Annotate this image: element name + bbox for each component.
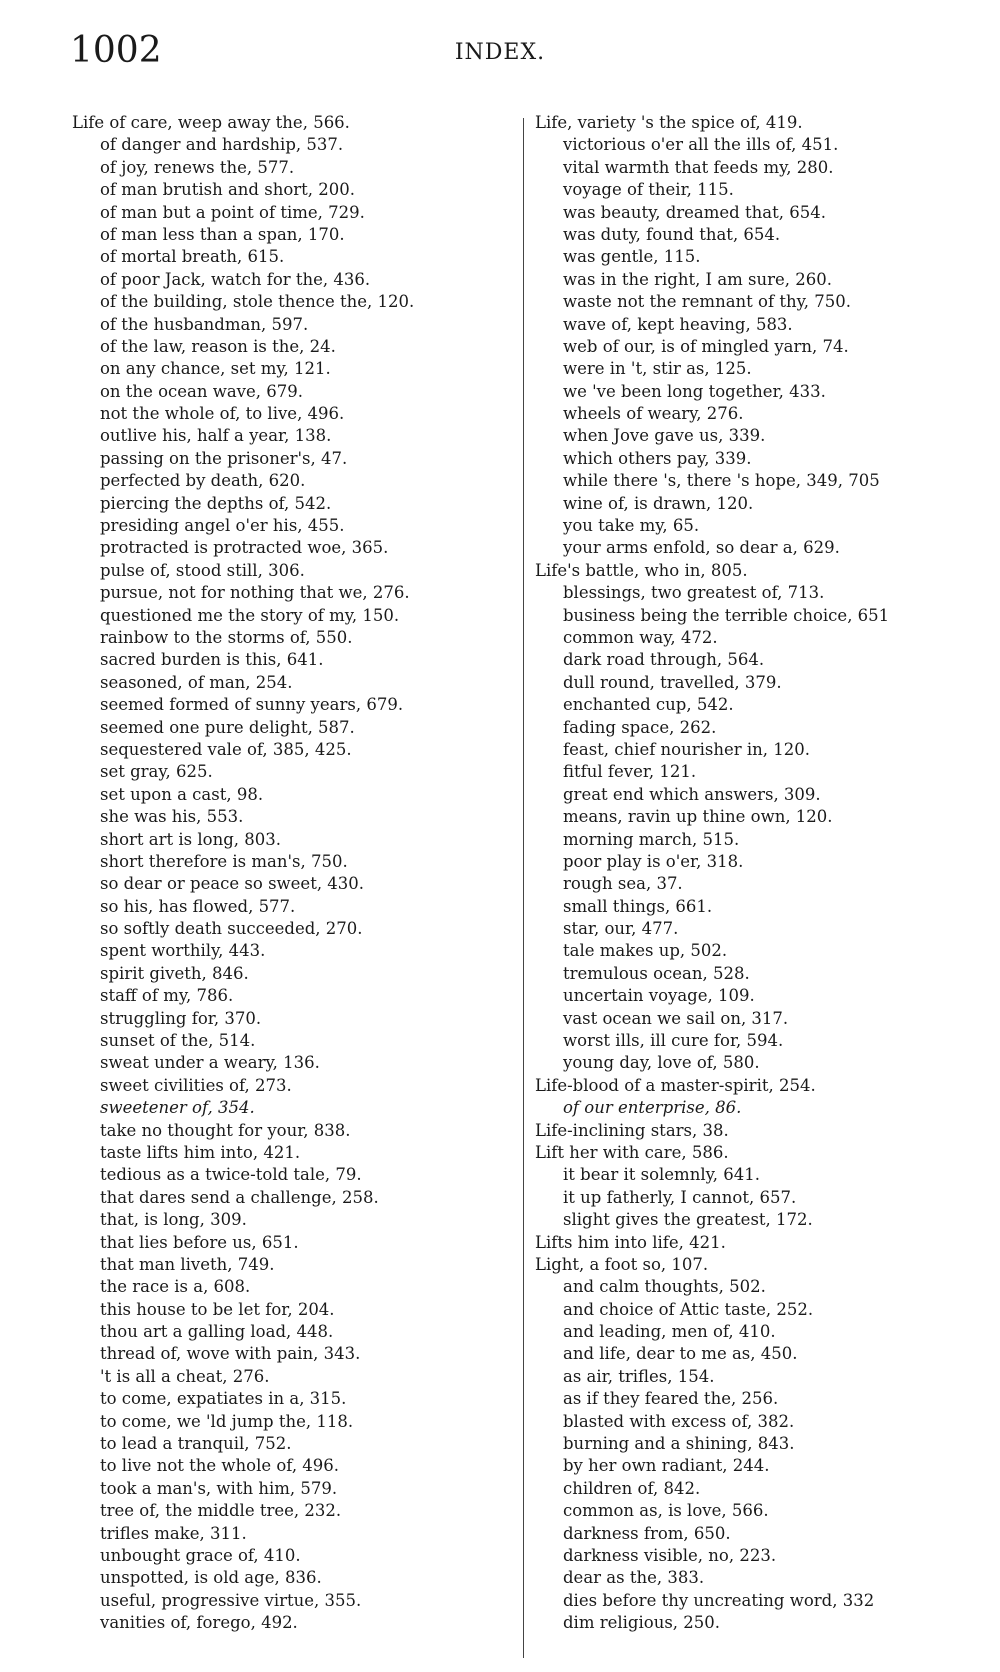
index-subentry: fading space, 262. [563,717,717,737]
index-subentry: was duty, found that, 654. [563,224,781,244]
index-subentry: poor play is o'er, 318. [563,851,744,871]
index-subentry: that dares send a challenge, 258. [100,1187,379,1207]
index-subentry: darkness from, 650. [563,1523,731,1543]
index-subentry: thread of, wove with pain, 343. [100,1344,361,1364]
index-subentry: short therefore is man's, 750. [100,851,348,871]
index-entry: Life-blood of a master-spirit, 254. [535,1075,816,1095]
index-column-right [535,112,995,1635]
index-subentry: young day, love of, 580. [563,1053,760,1073]
index-subentry: rough sea, 37. [563,874,683,894]
index-subentry: enchanted cup, 542. [563,695,734,715]
index-subentry: unspotted, is old age, 836. [100,1568,322,1588]
index-subentry: protracted is protracted woe, 365. [100,538,389,558]
index-subentry: of the law, reason is the, 24. [100,336,336,356]
index-subentry: questioned me the story of my, 150. [100,605,400,625]
index-subentry: that man liveth, 749. [100,1254,275,1274]
index-subentry: passing on the prisoner's, 47. [100,448,348,468]
index-subentry: of mortal breath, 615. [100,247,285,267]
index-subentry: burning and a shining, 843. [563,1434,795,1454]
index-subentry: of man but a point of time, 729. [100,202,365,222]
index-subentry: tale makes up, 502. [563,941,728,961]
index-subentry: great end which answers, 309. [563,784,821,804]
index-entry: Life-inclining stars, 38. [535,1120,729,1140]
index-subentry: sweetener of, 354. [100,1098,255,1118]
index-subentry: feast, chief nourisher in, 120. [563,739,811,759]
index-subentry: sunset of the, 514. [100,1031,256,1051]
index-subentry: slight gives the greatest, 172. [563,1210,813,1230]
index-subentry: set upon a cast, 98. [100,784,264,804]
index-subentry: we 've been long together, 433. [563,381,826,401]
index-subentry: that, is long, 309. [100,1210,247,1230]
index-subentry: seasoned, of man, 254. [100,672,293,692]
index-subentry: trifles make, 311. [100,1523,247,1543]
index-subentry: blessings, two greatest of, 713. [563,583,825,603]
index-subentry: blasted with excess of, 382. [563,1411,795,1431]
index-subentry: to come, we 'ld jump the, 118. [100,1411,354,1431]
index-subentry: of the husbandman, 597. [100,314,309,334]
index-subentry: the race is a, 608. [100,1277,251,1297]
index-subentry: so softly death succeeded, 270. [100,919,363,939]
index-subentry: small things, 661. [563,896,713,916]
index-subentry: as air, trifles, 154. [563,1366,715,1386]
index-subentry: of our enterprise, 86. [563,1098,742,1118]
index-subentry: business being the terrible choice, 651 [563,605,890,625]
index-subentry: was in the right, I am sure, 260. [563,269,833,289]
index-subentry: to live not the whole of, 496. [100,1456,340,1476]
index-subentry: was beauty, dreamed that, 654. [563,202,826,222]
index-subentry: star, our, 477. [563,919,679,939]
index-subentry: common as, is love, 566. [563,1501,769,1521]
index-subentry: means, ravin up thine own, 120. [563,807,833,827]
index-subentry: pursue, not for nothing that we, 276. [100,583,410,603]
index-entry: Life, variety 's the spice of, 419. [535,113,803,132]
index-subentry: sweat under a weary, 136. [100,1053,320,1073]
index-subentry: vast ocean we sail on, 317. [563,1008,789,1028]
index-subentry: dear as the, 383. [563,1568,705,1588]
index-subentry: so dear or peace so sweet, 430. [100,874,365,894]
index-subentry: it bear it solemnly, 641. [563,1165,760,1185]
index-subentry: struggling for, 370. [100,1008,262,1028]
index-subentry: while there 's, there 's hope, 349, 705 [563,471,880,491]
index-subentry: of man brutish and short, 200. [100,180,356,200]
index-subentry: dull round, travelled, 379. [563,672,782,692]
index-subentry: that lies before us, 651. [100,1232,299,1252]
index-subentry: by her own radiant, 244. [563,1456,770,1476]
index-subentry: rainbow to the storms of, 550. [100,627,353,647]
index-subentry: spent worthily, 443. [100,941,266,961]
index-subentry: to come, expatiates in a, 315. [100,1389,347,1409]
index-entry: Lifts him into life, 421. [535,1232,726,1252]
index-subentry: dark road through, 564. [563,650,765,670]
index-subentry: on any chance, set my, 121. [100,359,331,379]
index-subentry: darkness visible, no, 223. [563,1546,777,1565]
index-subentry: taste lifts him into, 421. [100,1142,301,1162]
index-subentry: fitful fever, 121. [563,762,697,782]
index-subentry: spirit giveth, 846. [100,963,249,983]
index-subentry: sacred burden is this, 641. [100,650,324,670]
index-subentry: to lead a tranquil, 752. [100,1434,292,1454]
index-subentry: pulse of, stood still, 306. [100,560,305,580]
index-subentry: perfected by death, 620. [100,471,306,491]
index-subentry: as if they feared the, 256. [563,1389,779,1409]
index-subentry: worst ills, ill cure for, 594. [563,1031,784,1051]
index-subentry: waste not the remnant of thy, 750. [563,292,851,312]
index-subentry: dies before thy uncreating word, 332 [563,1590,875,1610]
index-subentry: was gentle, 115. [563,247,701,267]
index-subentry: of the building, stole thence the, 120. [100,292,415,312]
index-entry: Life's battle, who in, 805. [535,560,748,580]
index-subentry: on the ocean wave, 679. [100,381,303,401]
index-subentry: your arms enfold, so dear a, 629. [563,538,840,558]
index-subentry: which others pay, 339. [563,448,752,468]
index-subentry: wave of, kept heaving, 583. [563,314,793,334]
index-subentry: web of our, is of mingled yarn, 74. [563,336,849,356]
index-subentry: short art is long, 803. [100,829,282,849]
page-number: 1002 [70,30,162,71]
index-subentry: and life, dear to me as, 450. [563,1344,798,1364]
index-subentry: unbought grace of, 410. [100,1546,301,1565]
index-subentry: were in 't, stir as, 125. [563,359,752,379]
index-subentry: seemed one pure delight, 587. [100,717,355,737]
index-entry: Light, a foot so, 107. [535,1254,709,1274]
index-subentry: you take my, 65. [563,516,700,536]
index-subentry: she was his, 553. [100,807,244,827]
index-subentry: common way, 472. [563,627,718,647]
index-subentry: of danger and hardship, 537. [100,135,344,155]
index-subentry: dim religious, 250. [563,1613,721,1633]
index-subentry: useful, progressive virtue, 355. [100,1590,362,1610]
index-subentry: of joy, renews the, 577. [100,157,295,177]
column-divider [523,118,524,1658]
index-subentry: victorious o'er all the ills of, 451. [563,135,839,155]
index-subentry: and calm thoughts, 502. [563,1277,766,1297]
index-subentry: vanities of, forego, 492. [100,1613,298,1633]
index-subentry: wheels of weary, 276. [563,404,744,424]
index-subentry: tremulous ocean, 528. [563,963,750,983]
index-subentry: 't is all a cheat, 276. [100,1366,270,1386]
index-subentry: uncertain voyage, 109. [563,986,755,1006]
index-subentry: took a man's, with him, 579. [100,1478,338,1498]
index-subentry: so his, has flowed, 577. [100,896,296,916]
index-subentry: when Jove gave us, 339. [563,426,766,446]
index-subentry: of poor Jack, watch for the, 436. [100,269,371,289]
index-subentry: not the whole of, to live, 496. [100,404,345,424]
index-subentry: tree of, the middle tree, 232. [100,1501,342,1521]
index-subentry: outlive his, half a year, 138. [100,426,332,446]
index-subentry: of man less than a span, 170. [100,224,345,244]
index-subentry: seemed formed of sunny years, 679. [100,695,404,715]
index-subentry: thou art a galling load, 448. [100,1322,334,1342]
index-subentry: staff of my, 786. [100,986,234,1006]
index-entry: Life of care, weep away the, 566. [72,113,350,132]
index-subentry: wine of, is drawn, 120. [563,493,754,513]
index-subentry: vital warmth that feeds my, 280. [563,157,834,177]
index-subentry: and leading, men of, 410. [563,1322,776,1342]
index-column-left [72,112,512,1635]
index-subentry: piercing the depths of, 542. [100,493,332,513]
index-subentry: this house to be let for, 204. [100,1299,335,1319]
index-subentry: it up fatherly, I cannot, 657. [563,1187,797,1207]
index-subentry: sequestered vale of, 385, 425. [100,739,352,759]
index-subentry: tedious as a twice-told tale, 79. [100,1165,362,1185]
index-subentry: voyage of their, 115. [563,180,734,200]
index-subentry: take no thought for your, 838. [100,1120,351,1140]
page-title: INDEX. [454,40,546,65]
index-entry: Lift her with care, 586. [535,1142,729,1162]
index-subentry: children of, 842. [563,1478,701,1498]
index-subentry: sweet civilities of, 273. [100,1075,292,1095]
index-subentry: morning march, 515. [563,829,740,849]
index-subentry: set gray, 625. [100,762,213,782]
index-subentry: and choice of Attic taste, 252. [563,1299,814,1319]
index-subentry: presiding angel o'er his, 455. [100,516,345,536]
